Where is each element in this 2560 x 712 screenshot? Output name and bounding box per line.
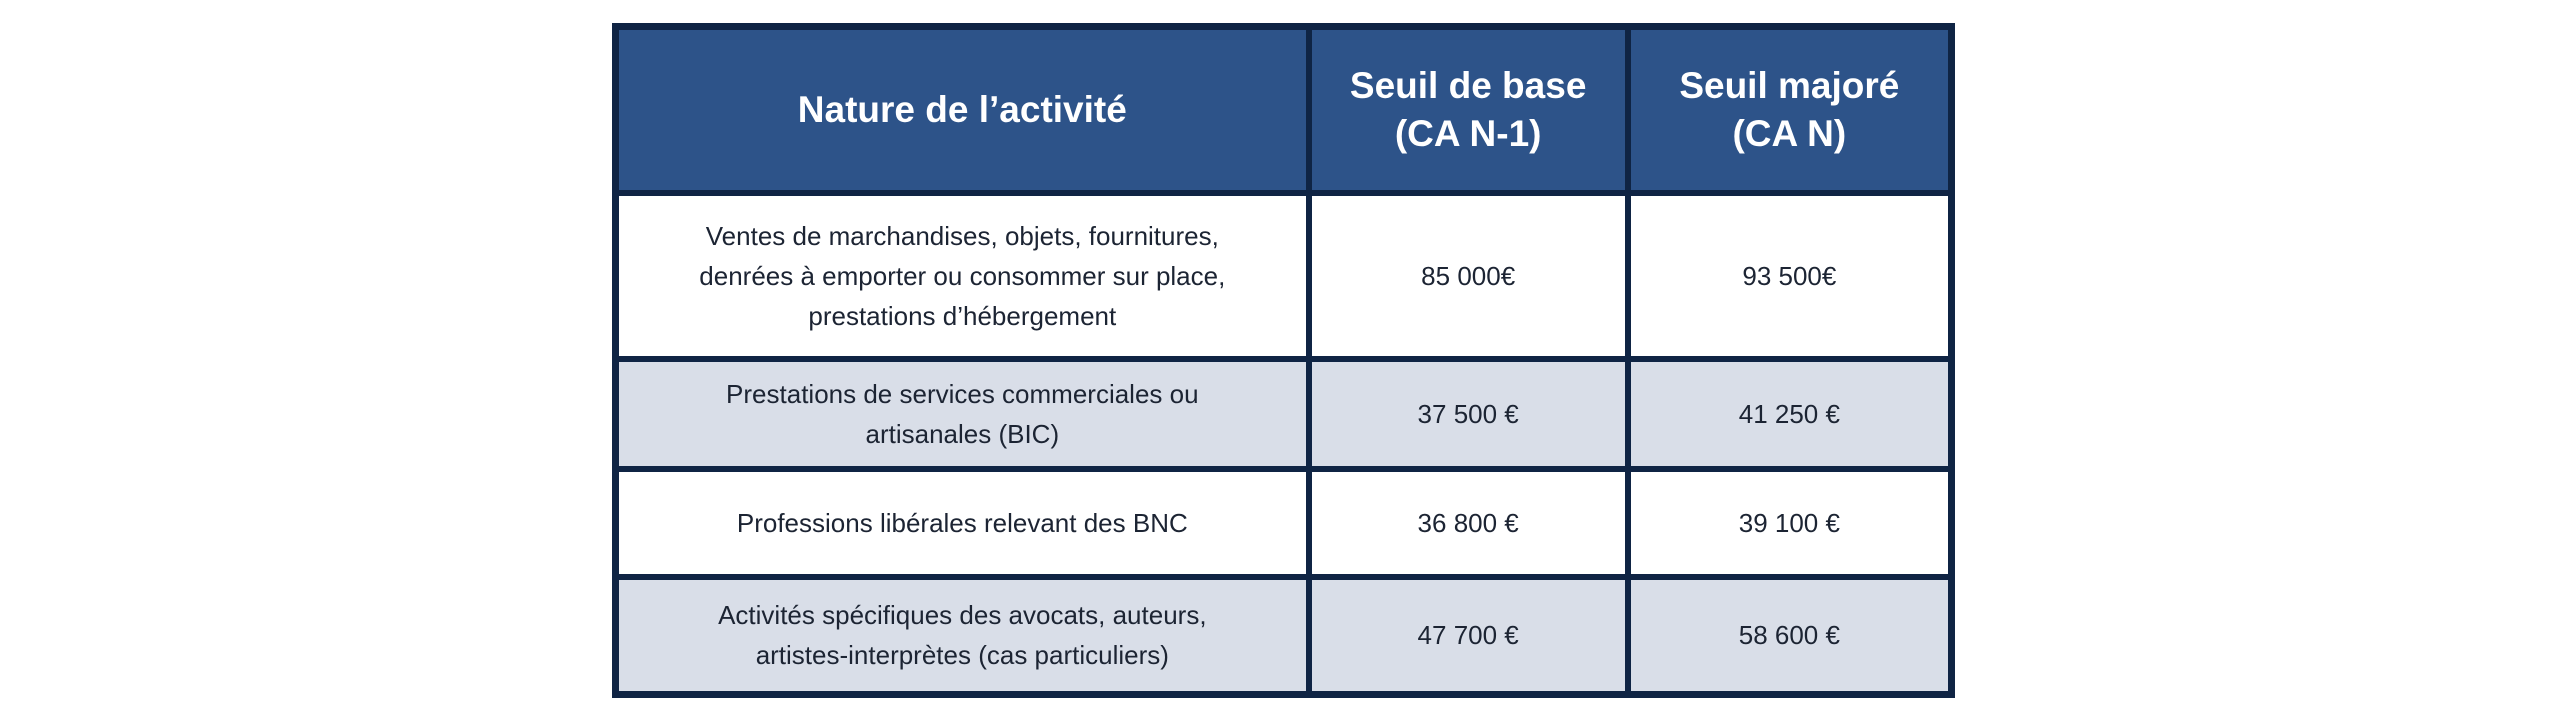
header-increased-threshold: Seuil majoré (CA N) [1628, 27, 1952, 194]
base-threshold-cell: 47 700 € [1309, 577, 1628, 694]
table-row [616, 359, 1952, 469]
activity-cell: Activités spécifiques des avocats, auteurs, artistes-interprètes (cas particuliers) [616, 577, 1309, 694]
increased-threshold-cell: 58 600 € [1628, 577, 1952, 694]
header-base-threshold: Seuil de base (CA N-1) [1309, 27, 1628, 194]
base-threshold-cell: 85 000€ [1309, 193, 1628, 359]
base-threshold-cell: 37 500 € [1309, 359, 1628, 469]
table-row [616, 469, 1952, 577]
increased-threshold-cell: 41 250 € [1628, 359, 1952, 469]
base-threshold-cell: 36 800 € [1309, 469, 1628, 577]
increased-threshold-cell: 93 500€ [1628, 193, 1952, 359]
header-activity: Nature de l’activité [616, 27, 1309, 194]
activity-cell: Professions libérales relevant des BNC [616, 469, 1309, 577]
activity-cell: Prestations de services commerciales ou artisanales (BIC) [616, 359, 1309, 469]
increased-threshold-cell: 39 100 € [1628, 469, 1952, 577]
thresholds-table [612, 23, 1955, 698]
table-header-row [616, 27, 1952, 194]
table-row [616, 577, 1952, 694]
activity-cell: Ventes de marchandises, objets, fournitures, denrées à emporter ou consommer sur place, prestations d’hébergement [616, 193, 1309, 359]
table-row [616, 193, 1952, 359]
